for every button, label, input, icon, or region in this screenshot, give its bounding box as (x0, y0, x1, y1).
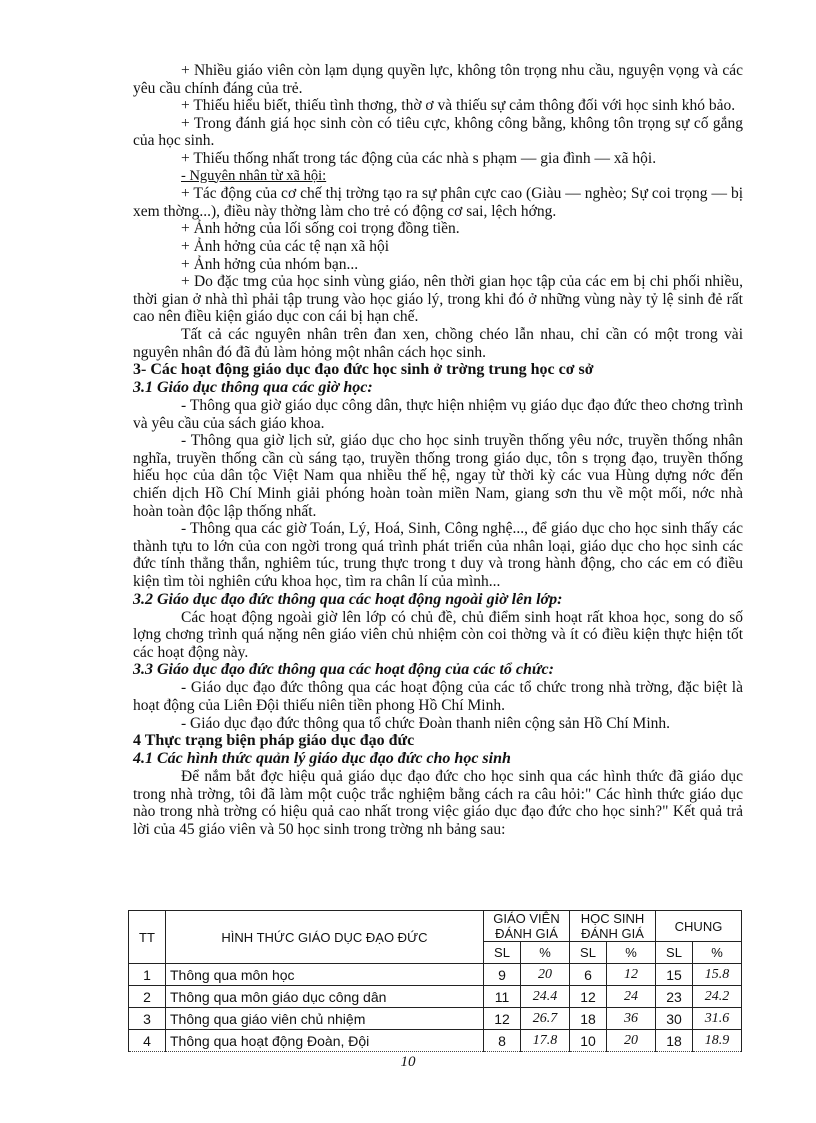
paragraph: + Thiếu hiểu biết, thiếu tình thơng, thờ ơ và thiếu sự cảm thông đối với học sinh khó bảo. (181, 97, 736, 115)
paragraph: - Thông qua giờ giáo dục công dân, thực hiện nhiệm vụ giáo dục đạo đức theo chơng trình và yêu cầu của sách giáo khoa. (133, 397, 743, 432)
table-row (129, 1008, 742, 1030)
paragraph: + Tác động của cơ chế thị trờng tạo ra sự phân cực cao (Giàu — nghèo; Sự coi trọng — bị xem thờng...), điều này thờng làm cho trẻ có động cơ sai, lệch hớng. (133, 185, 743, 220)
cell-hs-pct: 12 (607, 964, 656, 986)
paragraph: Tất cả các nguyên nhân trên đan xen, chồng chéo lẫn nhau, chỉ cần có một trong vài nguyên nhân đó đã đủ làm hỏng một nhân cách học sinh. (133, 325, 743, 361)
cell-tt: 3 (129, 1008, 166, 1030)
cell-c-sl: 18 (656, 1030, 693, 1052)
cell-form: Thông qua môn học (166, 964, 484, 986)
paragraph: + Do đặc tmg của học sinh vùng giáo, nên thời gian học tập của các em bị chi phối nhiều, thời gian ở nhà thì phải tập trung vào học giáo lý, trong khi đó ở những vùng này tỷ lệ sinh đẻ rất cao nên điều kiện giáo dục con cái bị hạn chế. (133, 273, 743, 326)
cell-form: Thông qua hoạt động Đoàn, Đội (166, 1030, 484, 1052)
header-pct: % (521, 942, 570, 964)
survey-table (128, 910, 742, 1052)
table-row (129, 986, 742, 1008)
table-row (129, 1030, 742, 1052)
cell-tt: 1 (129, 964, 166, 986)
cell-hs-sl: 10 (570, 1030, 607, 1052)
cell-c-pct: 31.6 (693, 1008, 742, 1030)
cell-form: Thông qua môn giáo dục công dân (166, 986, 484, 1008)
header-teacher: GIÁO VIÊN ĐÁNH GIÁ (484, 911, 570, 942)
header-pct: % (607, 942, 656, 964)
header-student: HỌC SINH ĐÁNH GIÁ (570, 911, 656, 942)
cell-gv-sl: 9 (484, 964, 521, 986)
cell-gv-pct: 20 (521, 964, 570, 986)
cell-hs-pct: 24 (607, 986, 656, 1008)
subsection-heading: 3.1 Giáo dục thông qua các giờ học: (133, 379, 373, 397)
cell-hs-sl: 6 (570, 964, 607, 986)
paragraph: - Giáo dục đạo đức thông qua tổ chức Đoàn thanh niên cộng sản Hồ Chí Minh. (181, 714, 671, 732)
cell-hs-sl: 18 (570, 1008, 607, 1030)
paragraph: Để nắm bắt đợc hiệu quả giáo dục đạo đức cho học sinh qua các hình thức đã giáo dục trong nhà trờng, tôi đã làm một cuộc trắc nghiệm bằng cách ra câu hỏi:" Các hình thức giáo dục nào trong nhà trờng có hiệu quả cao nhất trong việc giáo dục đạo đức cho học sinh?" Kết quả trả lời của 45 giáo viên và 50 học sinh trong trờng nh bảng sau: (133, 768, 743, 838)
cell-tt: 2 (129, 986, 166, 1008)
paragraph: + Thiếu thống nhất trong tác động của các nhà s phạm — gia đình — xã hội. (181, 149, 657, 167)
paragraph: - Thông qua các giờ Toán, Lý, Hoá, Sinh, Công nghệ..., để giáo dục cho học sinh thấy các thành tựu to lớn của con ngời trong quá trình phát triển của nhân loại, giáo dục cho học sinh các đức tính thẳng thắn, nghiêm túc, trung thực trong t duy và trong hành động, cho các em có điều kiện tìm tòi nghiên cứu khoa học, tìm ra chân lí của mình... (133, 520, 743, 591)
subsection-heading: 4.1 Các hình thức quản lý giáo dục đạo đức cho học sinh (133, 750, 511, 768)
header-sl: SL (484, 942, 521, 964)
header-pct: % (693, 942, 742, 964)
cell-form: Thông qua giáo viên chủ nhiệm (166, 1008, 484, 1030)
paragraph: - Thông qua giờ lịch sử, giáo dục cho học sinh truyền thống yêu nớc, truyền thống nhân nghĩa, truyền thống cần cù sáng tạo, truyền thống trong giáo dục, tôn s trọng đạo, truyền thống hiếu học của dân tộc Việt Nam qua nhiều thế hệ, ngay từ thời kỳ các vua Hùng dựng nớc đến chiến dịch Hồ Chí Minh giải phóng hoàn toàn miền Nam, giang sơn thu về một mối, nớc nhà hoàn toàn độc lập thống nhất. (133, 432, 743, 520)
header-sl: SL (570, 942, 607, 964)
section-heading: 4 Thực trạng biện pháp giáo dục đạo đức (133, 732, 415, 750)
cell-gv-sl: 8 (484, 1030, 521, 1052)
cell-gv-pct: 17.8 (521, 1030, 570, 1052)
header-sl: SL (656, 942, 693, 964)
cell-c-sl: 23 (656, 986, 693, 1008)
cell-gv-pct: 26.7 (521, 1008, 570, 1030)
cell-hs-sl: 12 (570, 986, 607, 1008)
cell-c-pct: 15.8 (693, 964, 742, 986)
page-number: 10 (400, 1054, 416, 1070)
table-row (129, 964, 742, 986)
subsection-heading: 3.3 Giáo dục đạo đức thông qua các hoạt động của các tổ chức: (133, 661, 554, 679)
cell-gv-sl: 12 (484, 1008, 521, 1030)
paragraph: - Giáo dục đạo đức thông qua các hoạt động của các tổ chức trong nhà trờng, đặc biệt là hoạt động của Liên Đội thiếu niên tiền phong Hồ Chí Minh. (133, 679, 743, 714)
header-form: HÌNH THỨC GIÁO DỤC ĐẠO ĐỨC (166, 911, 484, 964)
paragraph: + Nhiều giáo viên còn lạm dụng quyền lực, không tôn trọng nhu cầu, nguyện vọng và các yêu cầu chính đáng của trẻ. (133, 62, 743, 97)
header-overall: CHUNG (656, 911, 742, 942)
cell-c-sl: 15 (656, 964, 693, 986)
document-body (133, 62, 743, 839)
cell-tt: 4 (129, 1030, 166, 1052)
subsection-heading: 3.2 Giáo dục đạo đức thông qua các hoạt động ngoài giờ lên lớp: (133, 590, 563, 608)
paragraph: + Ảnh hởng của các tệ nạn xã hội (181, 237, 390, 255)
subsection-label: - Nguyên nhân từ xã hội: (181, 167, 327, 184)
section-heading: 3- Các hoạt động giáo dục đạo đức học sinh ở trờng trung học cơ sở (133, 361, 594, 379)
cell-c-sl: 30 (656, 1008, 693, 1030)
cell-gv-sl: 11 (484, 986, 521, 1008)
paragraph: + Trong đánh giá học sinh còn có tiêu cực, không công bằng, không tôn trọng sự cố gắng của học sinh. (133, 114, 743, 150)
cell-c-pct: 24.2 (693, 986, 742, 1008)
cell-hs-pct: 20 (607, 1030, 656, 1052)
paragraph: + Ảnh hởng của lối sống coi trọng đồng tiền. (181, 220, 460, 238)
paragraph: + Ảnh hởng của nhóm bạn... (181, 255, 359, 273)
cell-c-pct: 18.9 (693, 1030, 742, 1052)
header-tt: TT (129, 911, 166, 964)
paragraph: Các hoạt động ngoài giờ lên lớp có chủ đề, chủ điểm sinh hoạt rất khoa học, song do số lợng chơng trình quá nặng nên giáo viên chủ nhiệm còn coi thờng và ít có điều kiện thực hiện tốt các hoạt động này. (133, 608, 743, 661)
cell-hs-pct: 36 (607, 1008, 656, 1030)
cell-gv-pct: 24.4 (521, 986, 570, 1008)
